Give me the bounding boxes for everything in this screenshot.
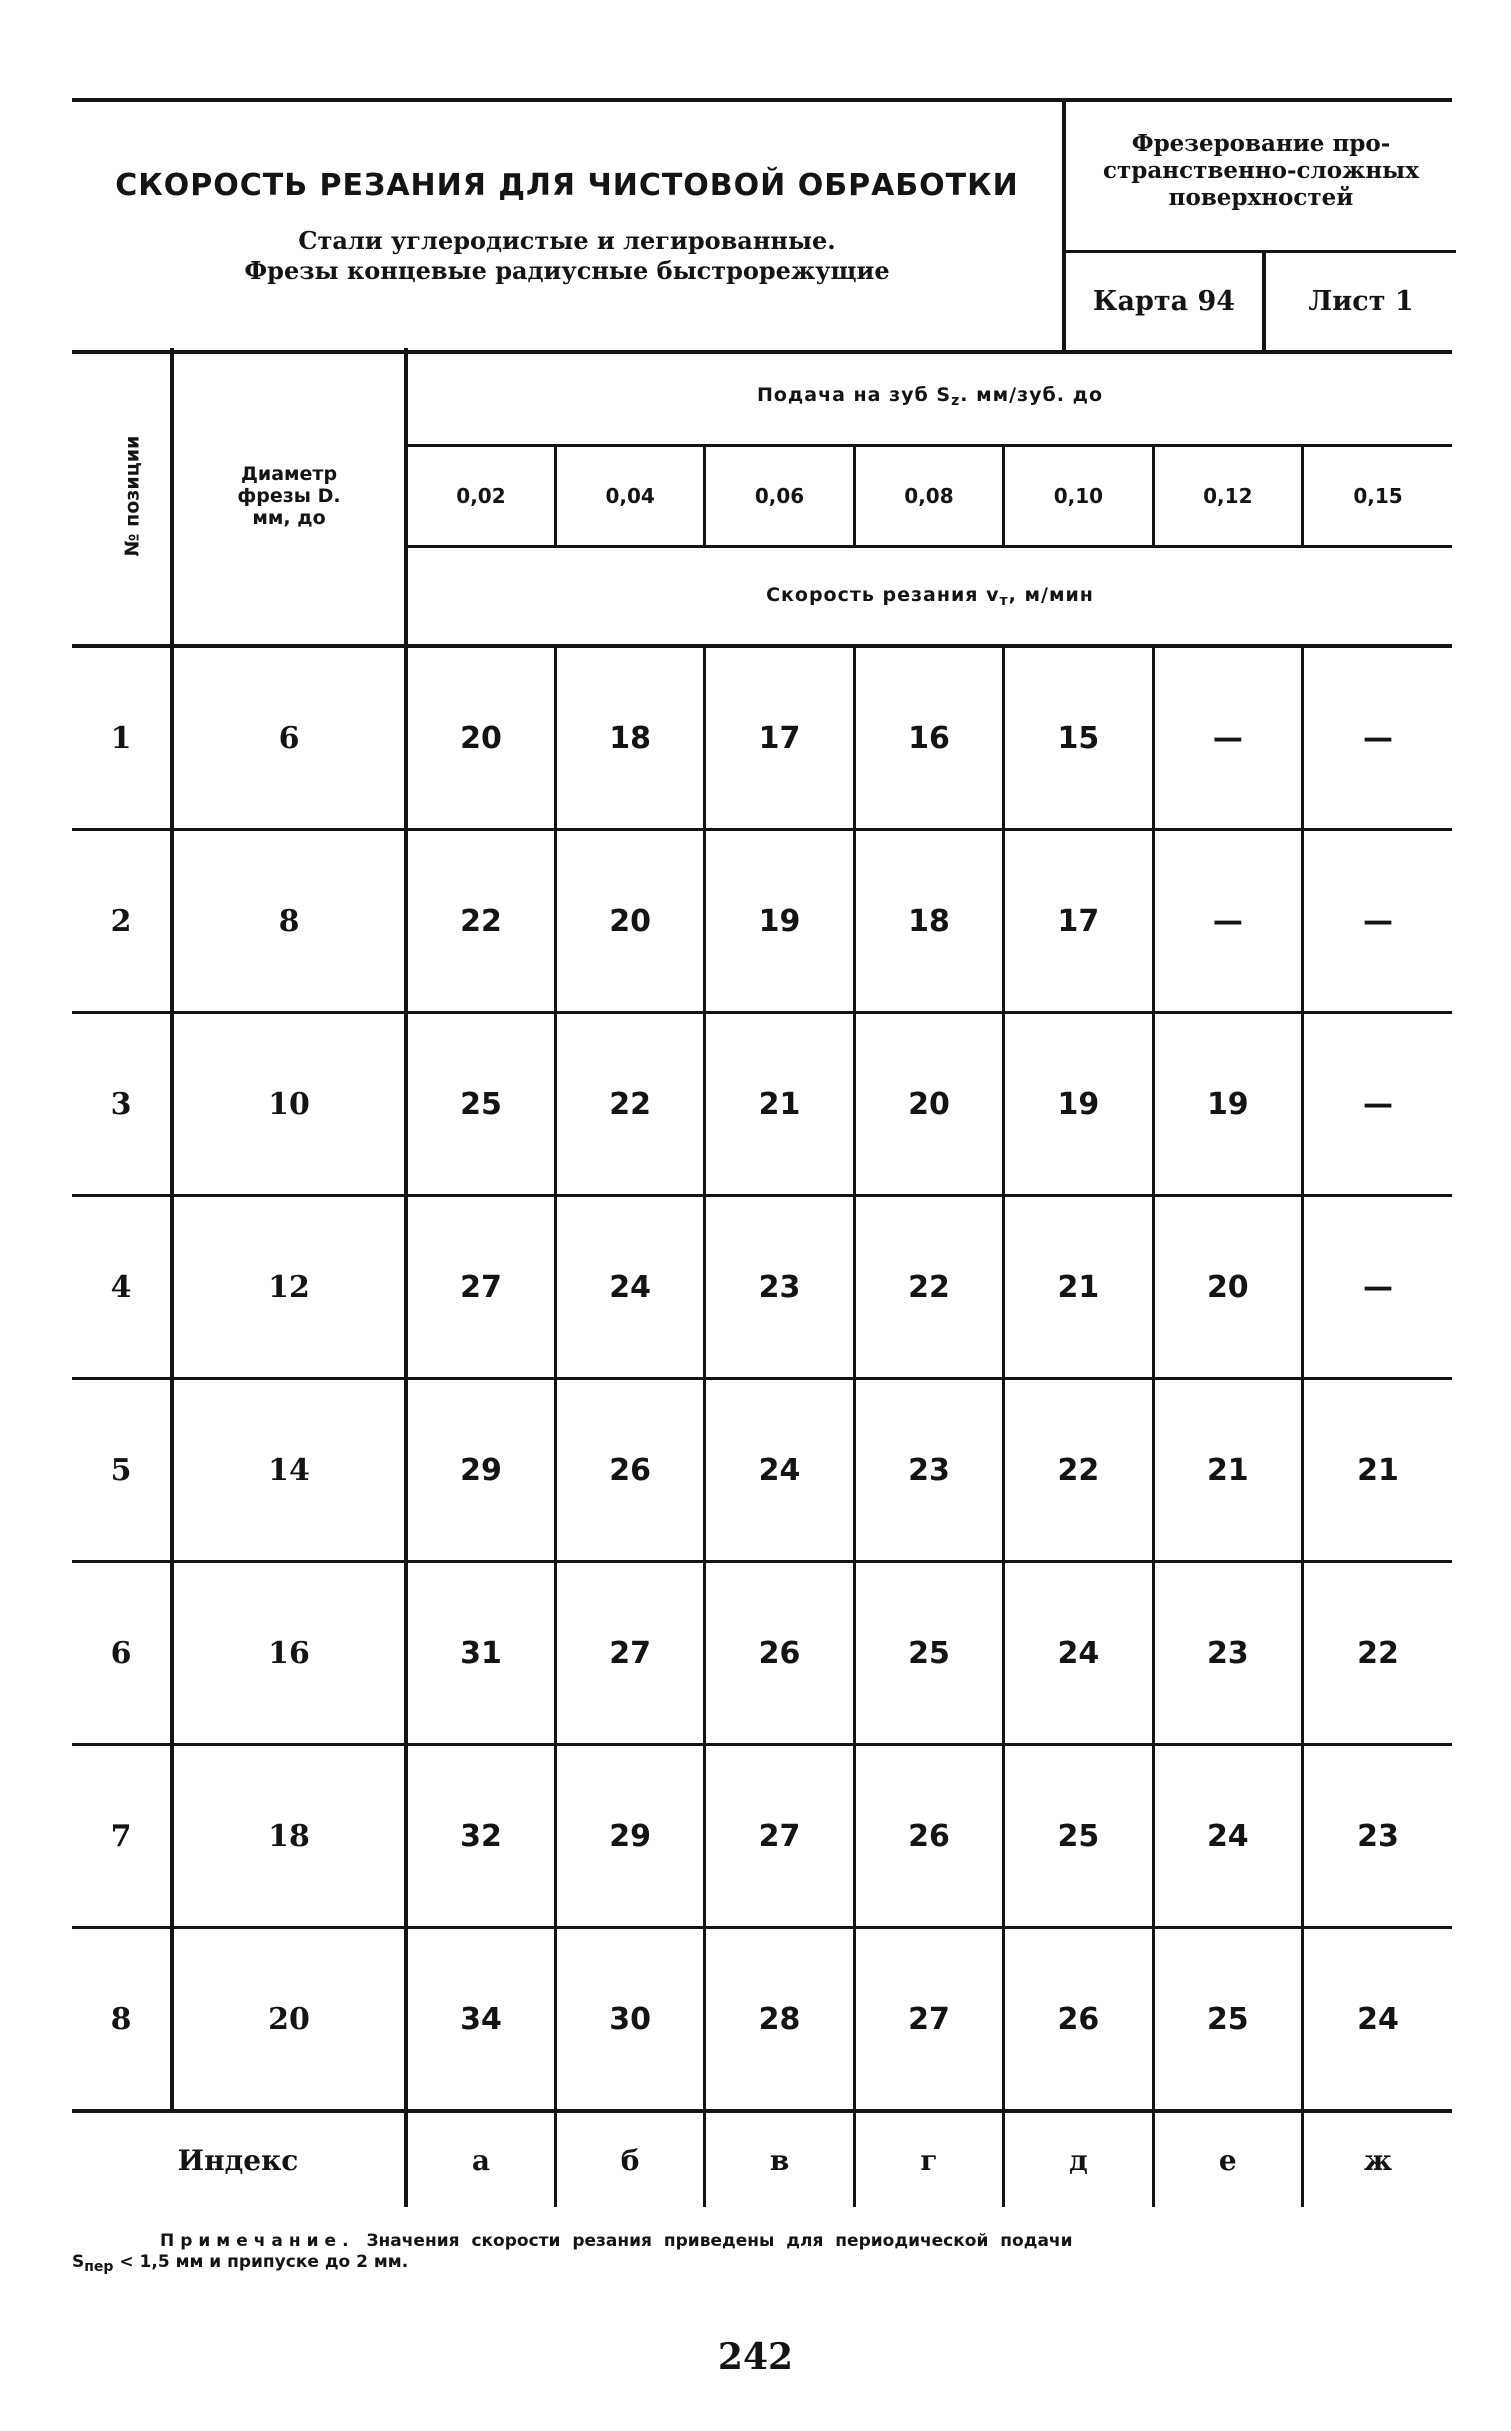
footnote-formula (72, 2252, 408, 2275)
table-row (72, 1013, 1452, 1196)
speed-cell: 17 (705, 646, 854, 830)
speed-cell: 23 (1153, 1562, 1302, 1745)
diameter-cell: 10 (172, 1013, 406, 1196)
index-cell: е (1153, 2111, 1302, 2207)
table-row (72, 1928, 1452, 2112)
feed-header-text: Подача на зуб S (756, 383, 952, 406)
index-cell: б (555, 2111, 704, 2207)
speed-cell: 22 (1303, 1562, 1452, 1745)
speed-cell: 24 (1303, 1928, 1452, 2112)
diameter-cell: 14 (172, 1379, 406, 1562)
position-cell: 7 (72, 1745, 172, 1928)
table-row (72, 646, 1452, 830)
index-label: Индекс (72, 2111, 406, 2207)
page-subtitle (72, 226, 1062, 286)
speed-cell: 27 (705, 1745, 854, 1928)
speed-cell: 20 (406, 646, 555, 830)
speed-cell: 30 (555, 1928, 704, 2112)
feed-header (406, 348, 1452, 446)
speed-cell: 18 (854, 830, 1003, 1013)
sheet-number: Лист 1 (1308, 285, 1414, 317)
speed-cell: — (1303, 646, 1452, 830)
speed-cell: 22 (555, 1013, 704, 1196)
diameter-header (172, 348, 406, 646)
diameter-cell: 8 (172, 830, 406, 1013)
table-row (72, 1379, 1452, 1562)
card-number: Карта 94 (1066, 252, 1266, 350)
formula-text: < 1,5 мм и припуске до 2 мм. (113, 2252, 409, 2272)
card-header (72, 98, 1452, 354)
diameter-header-line-3: мм, до (252, 507, 326, 529)
speed-cell: 25 (1153, 1928, 1302, 2112)
speed-header-unit: , м/мин (1008, 583, 1094, 606)
subtitle-line-1: Стали углеродистые и легированные. (298, 226, 836, 255)
speed-cell: 23 (854, 1379, 1003, 1562)
feed-header-unit: . мм/зуб. до (960, 383, 1104, 406)
speed-cell: 22 (406, 830, 555, 1013)
table-row (72, 1196, 1452, 1379)
speed-cell: 27 (555, 1562, 704, 1745)
speed-cell: — (1303, 1196, 1452, 1379)
position-header-label: № позиции (121, 435, 144, 557)
speed-cell: 23 (705, 1196, 854, 1379)
speed-header (406, 547, 1452, 647)
section-line-3: поверхностей (1168, 184, 1354, 211)
speed-cell: 26 (705, 1562, 854, 1745)
page-title: СКОРОСТЬ РЕЗАНИЯ ДЛЯ ЧИСТОВОЙ ОБРАБОТКИ (115, 168, 1019, 203)
speed-cell: 27 (406, 1196, 555, 1379)
speed-cell: 31 (406, 1562, 555, 1745)
speed-cell: 25 (854, 1562, 1003, 1745)
speed-cell: 22 (1004, 1379, 1153, 1562)
position-cell: 6 (72, 1562, 172, 1745)
position-cell: 5 (72, 1379, 172, 1562)
speed-cell: 29 (555, 1745, 704, 1928)
speed-cell: — (1153, 830, 1302, 1013)
index-cell: д (1004, 2111, 1153, 2207)
section-line-1: Фрезерование про- (1131, 130, 1391, 157)
speed-cell: 32 (406, 1745, 555, 1928)
position-cell: 1 (72, 646, 172, 830)
speed-cell: 24 (1153, 1745, 1302, 1928)
index-cell: а (406, 2111, 555, 2207)
index-row (72, 2111, 1452, 2207)
speed-cell: 24 (705, 1379, 854, 1562)
formula-subscript: пер (84, 2259, 114, 2275)
position-cell: 8 (72, 1928, 172, 2112)
feed-value: 0,12 (1153, 446, 1302, 547)
feed-value: 0,10 (1004, 446, 1153, 547)
speed-cell: 24 (1004, 1562, 1153, 1745)
speed-cell: 23 (1303, 1745, 1452, 1928)
position-cell: 3 (72, 1013, 172, 1196)
header-title-block (72, 102, 1062, 350)
feed-header-subscript: z (951, 392, 961, 409)
position-header (72, 348, 172, 646)
speed-cell: 17 (1004, 830, 1153, 1013)
speed-cell: — (1303, 1013, 1452, 1196)
diameter-cell: 18 (172, 1745, 406, 1928)
speed-cell: 26 (1004, 1928, 1153, 2112)
feed-value: 0,08 (854, 446, 1003, 547)
speed-cell: 20 (1153, 1196, 1302, 1379)
speed-cell: 25 (1004, 1745, 1153, 1928)
header-info-block (1062, 102, 1456, 350)
speed-header-text: Скорость резания v (766, 583, 1000, 606)
position-cell: 4 (72, 1196, 172, 1379)
feed-value: 0,06 (705, 446, 854, 547)
speed-cell: 19 (705, 830, 854, 1013)
speed-cell: 19 (1004, 1013, 1153, 1196)
diameter-cell: 12 (172, 1196, 406, 1379)
speed-cell: 22 (854, 1196, 1003, 1379)
footnote-lead: Примечание. (160, 2231, 355, 2251)
speed-cell: — (1153, 646, 1302, 830)
speed-cell: 21 (1004, 1196, 1153, 1379)
feed-value: 0,04 (555, 446, 704, 547)
speed-cell: 26 (555, 1379, 704, 1562)
diameter-header-line-2: фрезы D. (237, 485, 341, 507)
speed-cell: 26 (854, 1745, 1003, 1928)
index-cell: в (705, 2111, 854, 2207)
speed-cell: 21 (705, 1013, 854, 1196)
speed-header-subscript: т (999, 592, 1009, 609)
speed-cell: 29 (406, 1379, 555, 1562)
table-row (72, 1745, 1452, 1928)
speed-cell: 28 (705, 1928, 854, 2112)
diameter-cell: 20 (172, 1928, 406, 2112)
speed-cell: 20 (854, 1013, 1003, 1196)
feed-value: 0,02 (406, 446, 555, 547)
page-number: 242 (717, 2336, 794, 2378)
section-name (1066, 130, 1456, 211)
table-row (72, 1562, 1452, 1745)
diameter-cell: 16 (172, 1562, 406, 1745)
speed-cell: 27 (854, 1928, 1003, 2112)
speed-cell: 19 (1153, 1013, 1302, 1196)
speed-cell: 20 (555, 830, 704, 1013)
position-cell: 2 (72, 830, 172, 1013)
speed-cell: — (1303, 830, 1452, 1013)
speed-cell: 21 (1303, 1379, 1452, 1562)
speed-cell: 24 (555, 1196, 704, 1379)
footnote (160, 2230, 1452, 2252)
speed-cell: 34 (406, 1928, 555, 2112)
index-cell: ж (1363, 2143, 1393, 2177)
diameter-cell: 6 (172, 646, 406, 830)
speed-cell: 18 (555, 646, 704, 830)
speed-cell: 15 (1004, 646, 1153, 830)
speed-cell: 21 (1153, 1379, 1302, 1562)
speed-cell: 25 (406, 1013, 555, 1196)
cutting-speed-table (72, 348, 1452, 2207)
subtitle-line-2: Фрезы концевые радиусные быстрорежущие (244, 256, 890, 285)
speed-cell: 16 (854, 646, 1003, 830)
diameter-header-line-1: Диаметр (240, 463, 338, 485)
index-cell: г (854, 2111, 1003, 2207)
table-row (72, 830, 1452, 1013)
formula-symbol: S (72, 2252, 85, 2272)
section-line-2: странственно-сложных (1103, 157, 1419, 184)
footnote-text: Значения скорости резания приведены для периодической подачи (366, 2231, 1073, 2251)
feed-value: 0,15 (1303, 446, 1452, 547)
